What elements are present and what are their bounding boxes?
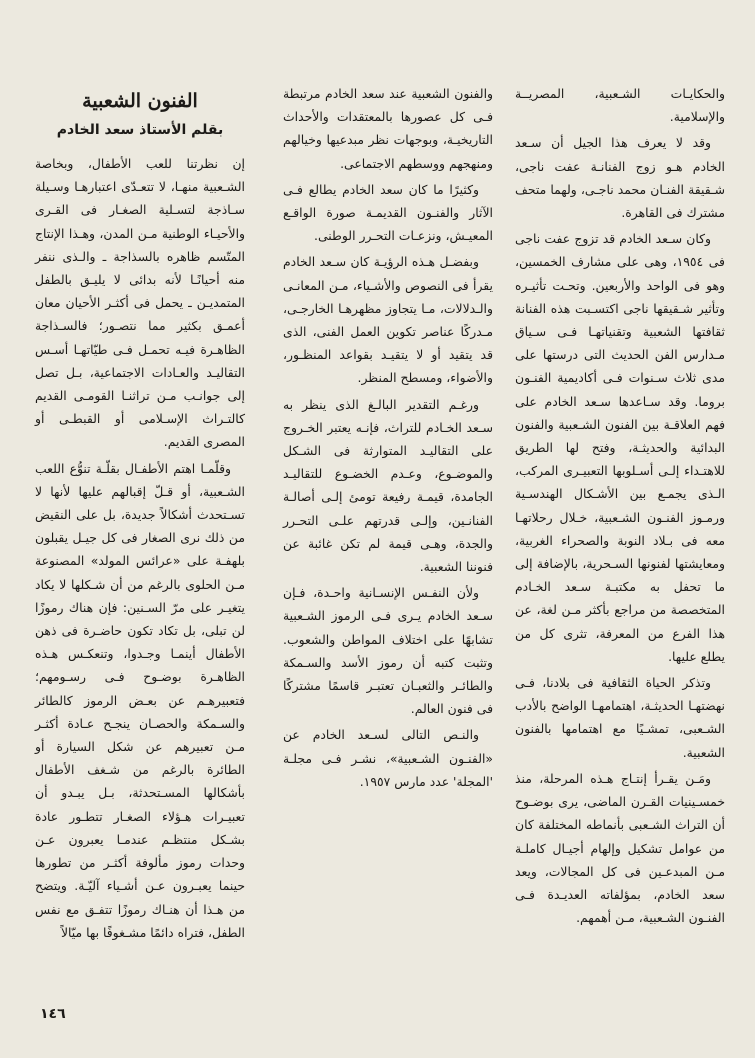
paragraph: ولأن النفـس الإنسـانية واحـدة، فـإن سـعد الخادم يـرى فـى الرموز الشـعبية تشابهًا على اختلاف المواطن والشعوب. وتثبت كتبه أن رموز الأسد والسـمكة والطائـر والثعبـان تعتبـر قاسمًا مشتركًا فى فنون العالم. bbox=[283, 585, 493, 717]
paragraph: وبفضـل هـذه الرؤيـة كان سـعد الخادم يقرأ فى النصوص والأشـياء، مـن المعانـى والـدلالات، مـا يتجاوز مظهرهـا الخارجـى، مـدركًا عناصر تكوين العمل الفنى، الذى قد يتقيد أو لا يتقيـد بقواعد المنظـور، والأضواء، ومسطح المنظر. bbox=[283, 254, 493, 386]
paragraph: إن نظرتنا للعب الأطفال، وبخاصة الشـعبية منهـا، لا تتعـدّى اعتبارهـا وسـيلة سـاذجة لتسـلية الصغـار فى القـرى والأحيـاء الوطنية مـن المدن، وهـذا الإنتاج المتّسم ظاهره بالسذاجة ـ والـذى ننفر منه أحيانًـا لأنه بدائى لا يليـق بالطفل المتمديـن ـ يحمل فى أكثـر الأحيان معان أعمـق بكثير مما نتصـور؛ فالسـذاجة الظاهـرة فيـه تحمـل فـى طيّاتهـا أسـس التقاليـد والعـادات الاجتماعية، بـل تصل إلى جوانـب مـن تراثنـا القومـى القديم كالتـراث الإسـلامى أو القبطـى أو المصرى القديم. bbox=[35, 156, 245, 450]
paragraph: ومَـن يقـرأ إنتـاج هـذه المرحلة، منذ خمسـينيات القـرن الماضى، يرى بوضـوح أن التراث الشـعبى بأنماطه المختلفة كان من عوامل تشكيل وإلهام أجيـال كاملـة مـن المبدعـين فى كل المجالات، ويعد سعد الخادم، بمؤلفاته العديـدة فـى الفنـون الشـعبية، مـن أهمهم. bbox=[515, 770, 725, 926]
paragraph: وكان سـعد الخادم قد تزوج عفت ناجى فى ١٩٥٤، وهى على مشارف الخمسين، وهو فى الواحد والأربعين. وتحـت تأثيـره وتأثير شـقيقها ناجى اكتسـبت هذه الفنانة ثقافتها الشعبية وتقنياتهـا فـى سـياق مـدارس الفن الحديث التى درستها على مدى ثلاث سـنوات فـى أكاديمية الفنـون بروما. وقد سـاعدها سـعد الخادم على فهم العلاقـة بين الفنون الشـعبية والفنون البدائية والحديثـة، وفتح لها الطريق للاهتـداء إلـى أسـلوبها التعبيـرى المركب، الـذى يجمـع بين الأشـكال الهندسـية ورمـوز الفنـون الشـعبية، خـلال رحلاتهـا معه فى بـلاد النوبة والصحراء الغربية، ومعايشتها لفنونها السـحرية، بالإضافة إلى ما تحفل به مكتبـة سـعد الخـادم المتخصصة من مراجع بأكثر مـن لغة، عن هذا الفرع من المعرفة، تثرى كل من يطلع عليها. bbox=[515, 231, 725, 664]
paragraph: وقلّمـا اهتم الأطفـال بقلّـة تنوُّع اللعب الشـعبية، أو قـلّ إقبالهم عليها لأنها لا تسـتحدث أشكالاً جديدة، بل على النقيض من ذلك نرى الصغار فى كل جيـل يقبلون بلهفـة على «عرائس المولد» المصنوعة مـن الحلوى بالرغم من أن شـكلها لا يكاد يتغيـر على مرّ السـنين: فإن هناك رموزًا لن تبلى، بل تكاد تكون حاضـرة فى ذهن الأطفال أينمـا وجـدوا، وتنعكـس هـذه الظاهـرة بوضـوح فـى رسـومهم؛ فتعبيرهـم عن بعـض الرموز كالطائر والسـمكة والحصـان ينجـح عـادة أكثـر مـن تعبيرهم عن شكل السيارة أو الطائرة بالرغم من شـغف الأطفال بأشكالها المسـتحدثة، بـل يبـدو أن تعبيـرات هـؤلاء الصغـار تتطـور عادة بشـكل منتظـم عندمـا يعبرون عـن وحدات رموز مألوفة أكثـر من تطورها حينما يعبـرون عـن أشـياء آليّـة. ويتضح من هـذا أن هنـاك رموزًا تتفـق مع نفس الطفل، فتراه دائمًا مشـغوفًا بها ميّالاً bbox=[35, 460, 245, 940]
paragraph: والنـص التالى لسـعد الخادم عن «الفنـون الشـعبية»، نشـر فـى مجلـة 'المجلة' عدد مارس ١٩٥٧. bbox=[283, 727, 493, 789]
article-title: الفنون الشعبية bbox=[82, 90, 198, 112]
paragraph: وكثيرًا ما كان سعد الخادم يطالع فـى الآثار والفنـون القديمـة صورة الواقـع المعيـش، ونزعـات التحـرر الوطنى. bbox=[283, 181, 493, 244]
page-number: ١٤٦ bbox=[40, 1006, 66, 1022]
paragraph: ورغـم التقدير البالـغ الذى ينظر به سـعد الخـادم للتراث، فإنـه يعتبر الخـروج على التقاليـد المتوارثة فى الشـكل والموضـوع، وعـدم الخضـوع للتقاليـد الجامدة، قيمـة رفيعة تومئ إلـى أصالـة الفنانـين، وإلـى قدرتهم علـى التحـرر والجدة، وهـى قيمة لم تكن غائبة عن فنوننا الشعبية. bbox=[283, 396, 493, 575]
article-byline: بقلم الأستاذ سعد الخادم bbox=[56, 122, 224, 138]
paragraph: والفنون الشعبية عند سعد الخادم مرتبطة فـى كل عصورها بالمعتقدات والأحداث التاريخيـة، وبوجهات نظر مبدعيها وخيالهم ومنهجهم ووسطهم الاجتماعى. bbox=[283, 86, 493, 171]
paragraph: وقد لا يعرف هذا الجيل أن سـعد الخادم هـو زوج الفنانـة عفت ناجى، شـقيقة الفنـان محمد ناجـى، ولهما متحف مشترك فى القاهرة. bbox=[515, 135, 725, 221]
paragraph: والحكايـات الشـعبية، المصريــة والإسلامية. bbox=[515, 86, 725, 125]
column-left bbox=[35, 88, 245, 947]
column-right bbox=[515, 82, 725, 932]
paragraph: وتذكر الحياة الثقافية فى بلادنا، فـى نهضتهـا الحديثـة، اهتمامهـا الواضح بالأدب الشـعبى، تمشـيًا مع اهتمامها بالفنون الشعبية. bbox=[515, 675, 725, 760]
column-middle bbox=[283, 82, 493, 796]
